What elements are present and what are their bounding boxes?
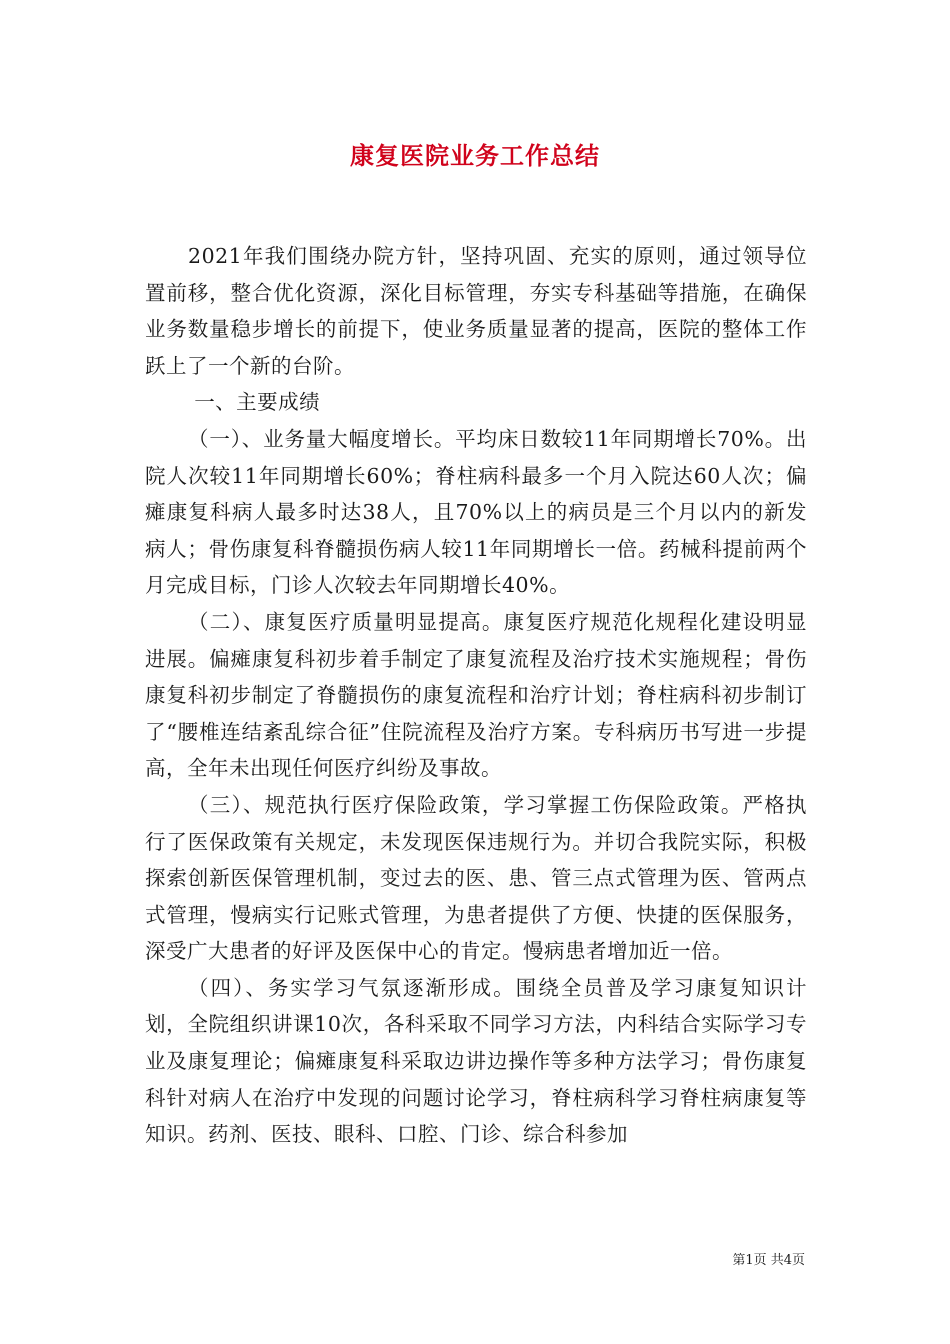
paragraph-quality: （二）、康复医疗质量明显提高。康复医疗规范化规程化建设明显进展。偏瘫康复科初步着手制定了康复流程及治疗技术实施规程；骨伤康复科初步制定了脊髓损伤的康复流程和治疗计划；脊柱病科初步制订了“腰椎连结紊乱综合征”住院流程及治疗方案。专科病历书写进一步提高，全年未出现任何医疗纠纷及事故。 bbox=[145, 609, 807, 781]
paragraph-insurance: （三）、规范执行医疗保险政策，学习掌握工伤保险政策。严格执行了医保政策有关规定，未发现医保违规行为。并切合我院实际，积极探索创新医保管理机制，变过去的医、患、管三点式管理为医、管两点式管理，慢病实行记账式管理，为患者提供了方便、快捷的医保服务，深受广大患者的好评及医保中心的肯定。慢病患者增加近一倍。 bbox=[145, 792, 807, 964]
document-title: 康复医院业务工作总结 bbox=[350, 141, 600, 170]
paragraph-intro: 2021年我们围绕办院方针，坚持巩固、充实的原则，通过领导位置前移，整合优化资源，深化目标管理，夯实专科基础等措施，在确保业务数量稳步增长的前提下，使业务质量显著的提高，医院的整体工作跃上了一个新的台阶。 bbox=[145, 244, 807, 378]
document-body bbox=[145, 238, 807, 1153]
section-heading: 一、主要成绩 bbox=[194, 390, 321, 415]
paragraph-business-volume: （一）、业务量大幅度增长。平均床日数较11年同期增长70%。出院人次较11年同期增长60%；脊柱病科最多一个月入院达60人次；偏瘫康复科病人最多时达38人，且70%以上的病员是三个月以内的新发病人；骨伤康复科脊髓损伤病人较11年同期增长一倍。药械科提前两个月完成目标，门诊人次较去年同期增长40%。 bbox=[145, 426, 807, 598]
paragraph-learning: （四）、务实学习气氛逐渐形成。围绕全员普及学习康复知识计划，全院组织讲课10次，各科采取不同学习方法，内科结合实际学习专业及康复理论；偏瘫康复科采取边讲边操作等多种方法学习；骨伤康复科针对病人在治疗中发现的问题讨论学习，脊柱病科学习脊柱病康复等知识。药剂、医技、眼科、口腔、门诊、综合科参加 bbox=[145, 975, 807, 1147]
page-number: 第1页 共4页 bbox=[732, 1253, 805, 1268]
